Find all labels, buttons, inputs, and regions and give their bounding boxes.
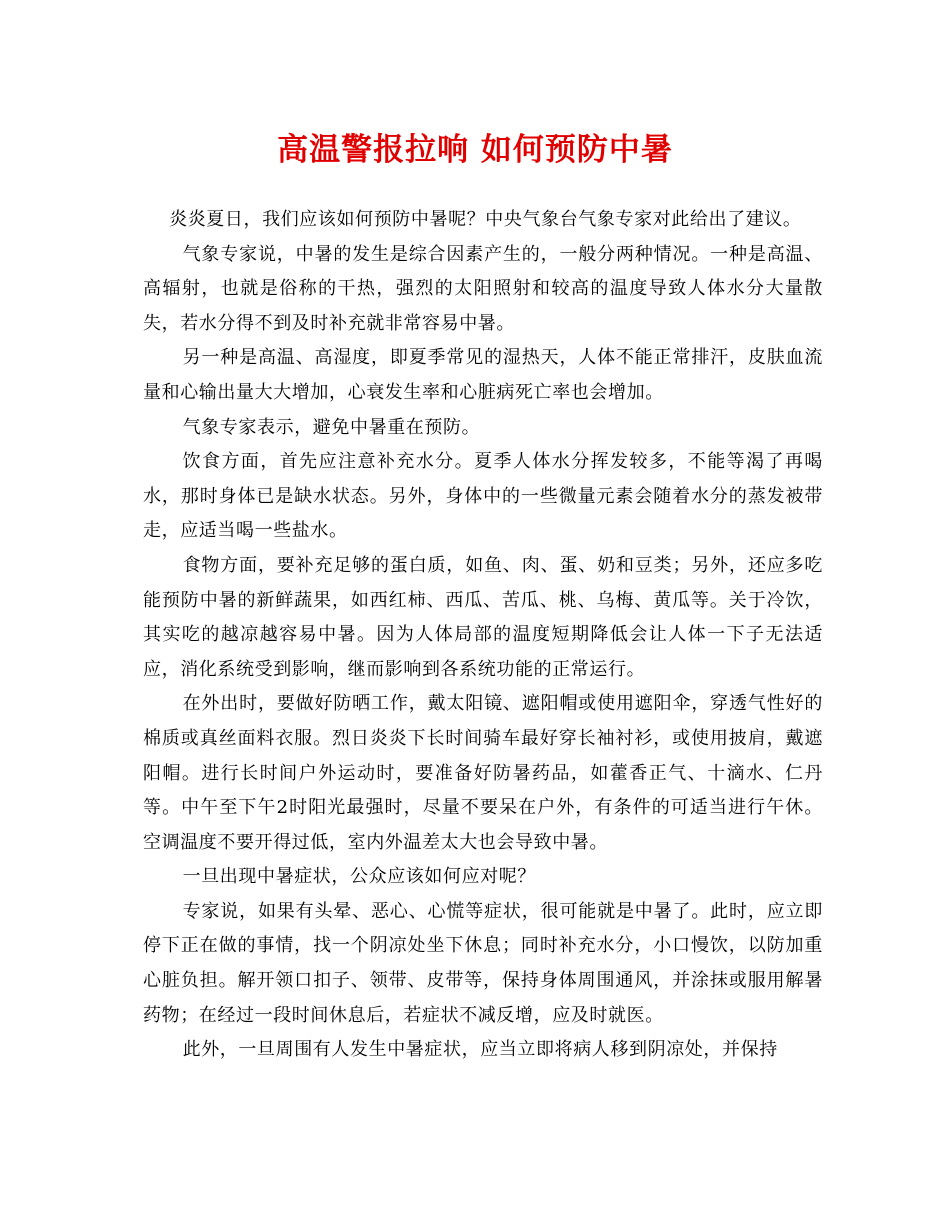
paragraph: 气象专家说，中暑的发生是综合因素产生的，一般分两种情况。一种是高温、高辐射，也就是俗称的干热，强烈的太阳照射和较高的温度导致人体水分大量散失，若水分得不到及时补充就非常容易中暑。 <box>143 243 823 334</box>
paragraph: 饮食方面，首先应注意补充水分。夏季人体水分挥发较多，不能等渴了再喝水，那时身体已是缺水状态。另外，身体中的一些微量元素会随着水分的蒸发被带走，应适当喝一些盐水。 <box>143 451 823 542</box>
paragraph-intro: 炎炎夏日，我们应该如何预防中暑呢？中央气象台气象专家对此给出了建议。 <box>169 209 802 230</box>
paragraph: 食物方面，要补充足够的蛋白质，如鱼、肉、蛋、奶和豆类；另外，还应多吃能预防中暑的新鲜蔬果，如西红柿、西瓜、苦瓜、桃、乌梅、黄瓜等。关于冷饮，其实吃的越凉越容易中暑。因为人体局部的温度短期降低会让人体一下子无法适应，消化系统受到影响，继而影响到各系统功能的正常运行。 <box>143 554 823 680</box>
paragraph: 一旦出现中暑症状，公众应该如何应对呢？ <box>182 866 536 888</box>
article-body <box>143 203 823 1068</box>
paragraph: 另一种是高温、高湿度，即夏季常见的湿热天，人体不能正常排汗，皮肤血流量和心输出量大大增加，心衰发生率和心脏病死亡率也会增加。 <box>143 347 823 403</box>
paragraph: 此外，一旦周围有人发生中暑症状，应当立即将病人移到阴凉处，并保持 <box>182 1039 778 1061</box>
document-title: 高温警报拉响 如何预防中暑 <box>277 132 673 168</box>
paragraph: 气象专家表示，避免中暑重在预防。 <box>182 416 481 438</box>
paragraph: 专家说，如果有头晕、恶心、心慌等症状，很可能就是中暑了。此时，应立即停下正在做的事情，找一个阴凉处坐下休息；同时补充水分，小口慢饮，以防加重心脏负担。解开领口扣子、领带、皮带等，保持身体周围通风，并涂抹或服用解暑药物；在经过一段时间休息后，若症状不减反增，应及时就医。 <box>143 900 823 1026</box>
paragraph: 在外出时，要做好防晒工作，戴太阳镜、遮阳帽或使用遮阳伞，穿透气性好的棉质或真丝面料衣服。烈日炎炎下长时间骑车最好穿长袖衬衫，或使用披肩，戴遮阳帽。进行长时间户外运动时，要准备好防暑药品，如藿香正气、十滴水、仁丹等。中午至下午2时阳光最强时，尽量不要呆在户外，有条件的可适当进行午休。空调温度不要开得过低，室内外温差太大也会导致中暑。 <box>143 693 823 853</box>
